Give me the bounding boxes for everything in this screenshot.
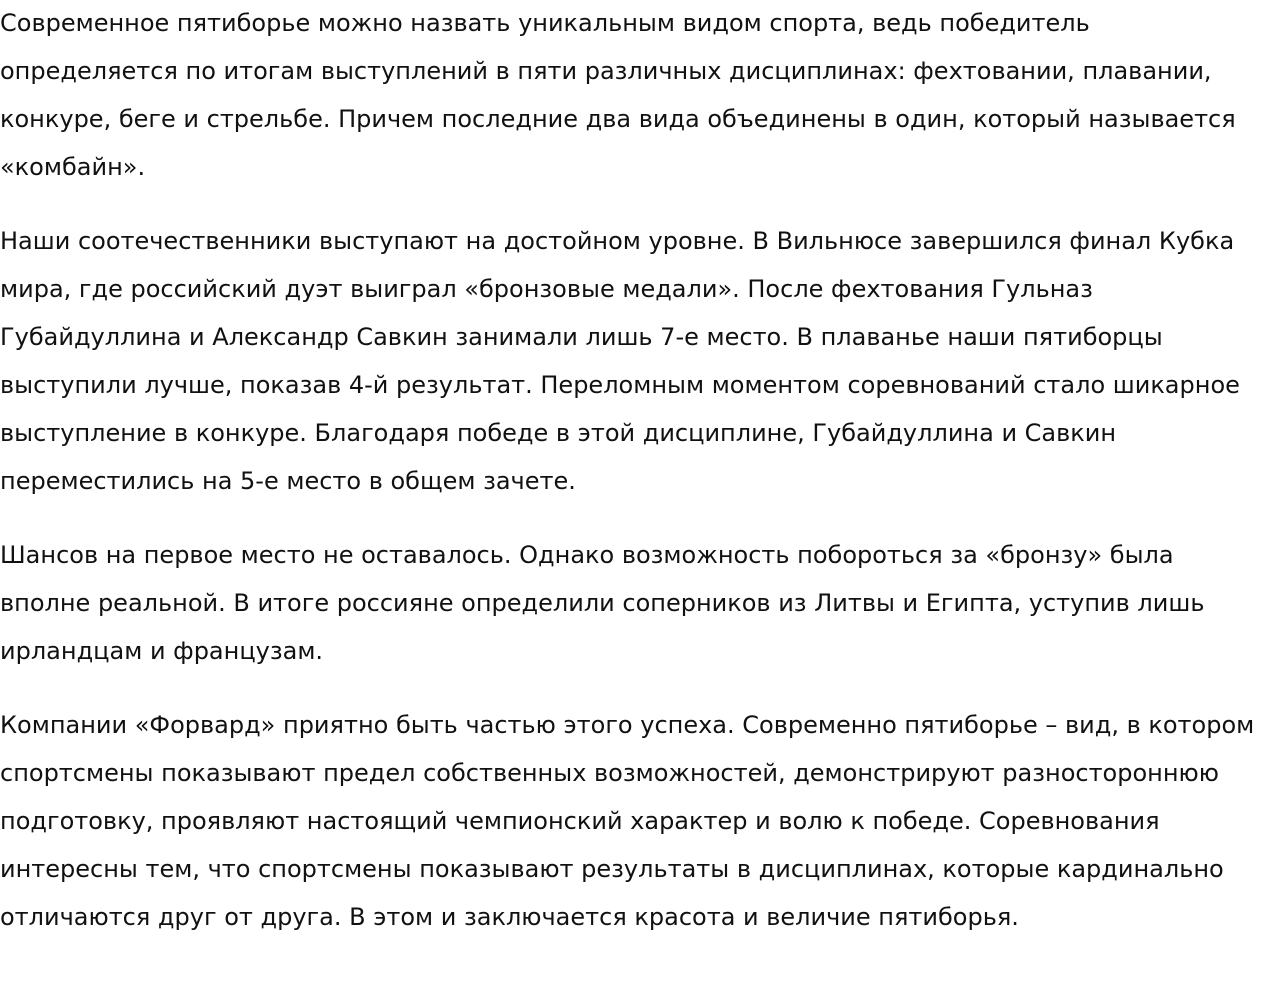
article-paragraph: Наши соотечественники выступают на достойном уровне. В Вильнюсе завершился финал Кубка мира, где российский дуэт выиграл «бронзовые медали». После фехтования Гульназ Губайдуллина и Александр Савкин занимали лишь 7-е место. В плаванье наши пятиборцы выступили лучше, показав 4-й результат. Переломным моментом соревнований стало шикарное выступление в конкуре. Благодаря победе в этой дисциплине, Губайдуллина и Савкин переместились на 5-е место в общем зачете.	[0, 227, 1240, 495]
article-paragraph: Шансов на первое место не оставалось. Однако возможность побороться за «бронзу» была вполне реальной. В итоге россияне определили соперников из Литвы и Египта, уступив лишь ирландцам и французам.	[0, 541, 1205, 665]
article-paragraph: Современное пятиборье можно назвать уникальным видом спорта, ведь победитель определяется по итогам выступлений в пяти различных дисциплинах: фехтовании, плавании, конкуре, беге и стрельбе. Причем последние два вида объединены в один, который называется «комбайн».	[0, 9, 1236, 181]
article-paragraph: Компании «Форвард» приятно быть частью этого успеха. Современно пятиборье – вид, в котором спортсмены показывают предел собственных возможностей, демонстрируют разностороннюю подготовку, проявляют настоящий чемпионский характер и волю к победе. Соревнования интересны тем, что спортсмены показывают результаты в дисциплинах, которые кардинально отличаются друг от друга. В этом и заключается красота и величие пятиборья.	[0, 711, 1255, 931]
